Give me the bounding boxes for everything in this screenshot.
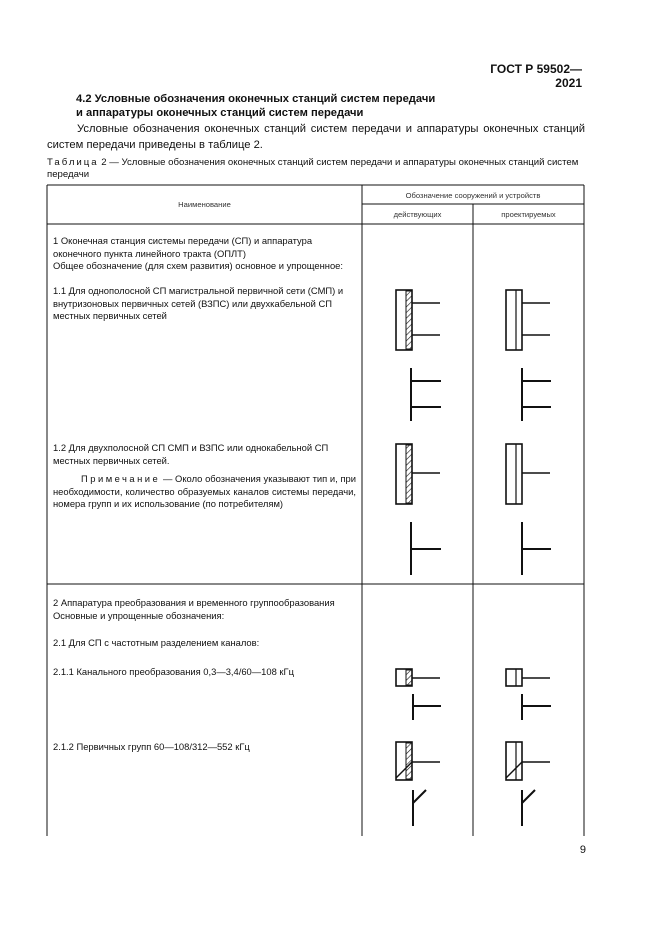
symbol-2-1-1-simplified-planned <box>522 694 551 720</box>
symbol-2-1-2-simplified-planned <box>522 790 535 826</box>
symbol-1-2-simplified-planned <box>522 522 551 575</box>
intro-paragraph: Условные обозначения оконечных станций систем передачи и аппаратуры оконечных станций систем передачи приведены в таблице 2. <box>47 123 585 151</box>
row-2-title: 2 Аппаратура преобразования и временного группообразования <box>53 597 335 608</box>
symbol-2-1-1-simplified-existing <box>413 694 441 720</box>
symbol-2-1-1-existing <box>396 669 440 686</box>
section-title-line1: 4.2 Условные обозначения оконечных станций систем передачи <box>76 93 436 105</box>
row-1-text <box>53 235 356 273</box>
row-2-1-1-text: 2.1.1 Канального преобразования 0,3—3,4/60—108 кГц <box>53 666 294 677</box>
symbol-2-1-2-simplified-existing <box>413 790 426 826</box>
symbol-1-1-existing <box>396 290 440 350</box>
symbol-1-2-simplified-existing <box>411 522 441 575</box>
symbol-1-1-simplified-planned <box>522 368 551 421</box>
row-1-2-text: 1.2 Для двухполосной СП СМП и ВЗПС или однокабельной СП местных первичных сетей. <box>53 442 329 466</box>
page-number: 9 <box>579 844 586 856</box>
column-header-existing: действующих <box>393 210 442 219</box>
symbol-2-1-2-planned <box>506 742 550 780</box>
symbol-1-1-simplified-existing <box>411 368 441 421</box>
row-1-1-text: 1.1 Для однополосной СП магистральной первичной сети (СМП) и внутризоновых первичных сетей (ВЗПС) или двухкабельной СП местных первичных сетей <box>53 285 344 321</box>
column-header-group: Обозначение сооружений и устройств <box>405 191 541 200</box>
column-header-name: Наименование <box>178 200 231 209</box>
column-header-planned: проектируемых <box>501 210 556 219</box>
symbol-2-1-2-existing <box>396 742 440 780</box>
standard-code: ГОСТ Р 59502—2021 <box>490 62 582 90</box>
row-2-1-2-text: 2.1.2 Первичных групп 60—108/312—552 кГц <box>53 741 250 752</box>
row-2-1-text: 2.1 Для СП с частотным разделением каналов: <box>53 637 260 648</box>
row-2-text <box>53 597 358 622</box>
symbol-2-1-1-planned <box>506 669 550 686</box>
symbol-1-2-existing <box>396 444 440 504</box>
symbol-1-1-planned <box>506 290 550 350</box>
note-text: — Около обозначения указывают тип и, при необходимости, количество образуемых каналов системы передачи, номера групп и их использование (по потребителям) <box>53 473 356 509</box>
row-1-2-note <box>53 473 356 511</box>
note-label: Примечание <box>81 473 161 484</box>
row-2-subtitle: Основные и упрощенные обозначения: <box>53 609 225 621</box>
table-caption-label: Таблица <box>47 157 99 168</box>
symbol-1-2-planned <box>506 444 550 504</box>
row-1-title: 1 Оконечная станция системы передачи (СП) и аппаратура оконечного пункта линейного тракта (ОПЛТ) <box>53 235 313 259</box>
table-caption-text: 2 — Условные обозначения оконечных станций систем передачи и аппаратуры оконечных станций систем передачи <box>47 157 579 180</box>
row-1-subtitle: Общее обозначение (для схем развития) основное и упрощенное: <box>53 260 343 271</box>
section-title-line2: и аппаратуры оконечных станций систем передачи <box>76 107 364 119</box>
